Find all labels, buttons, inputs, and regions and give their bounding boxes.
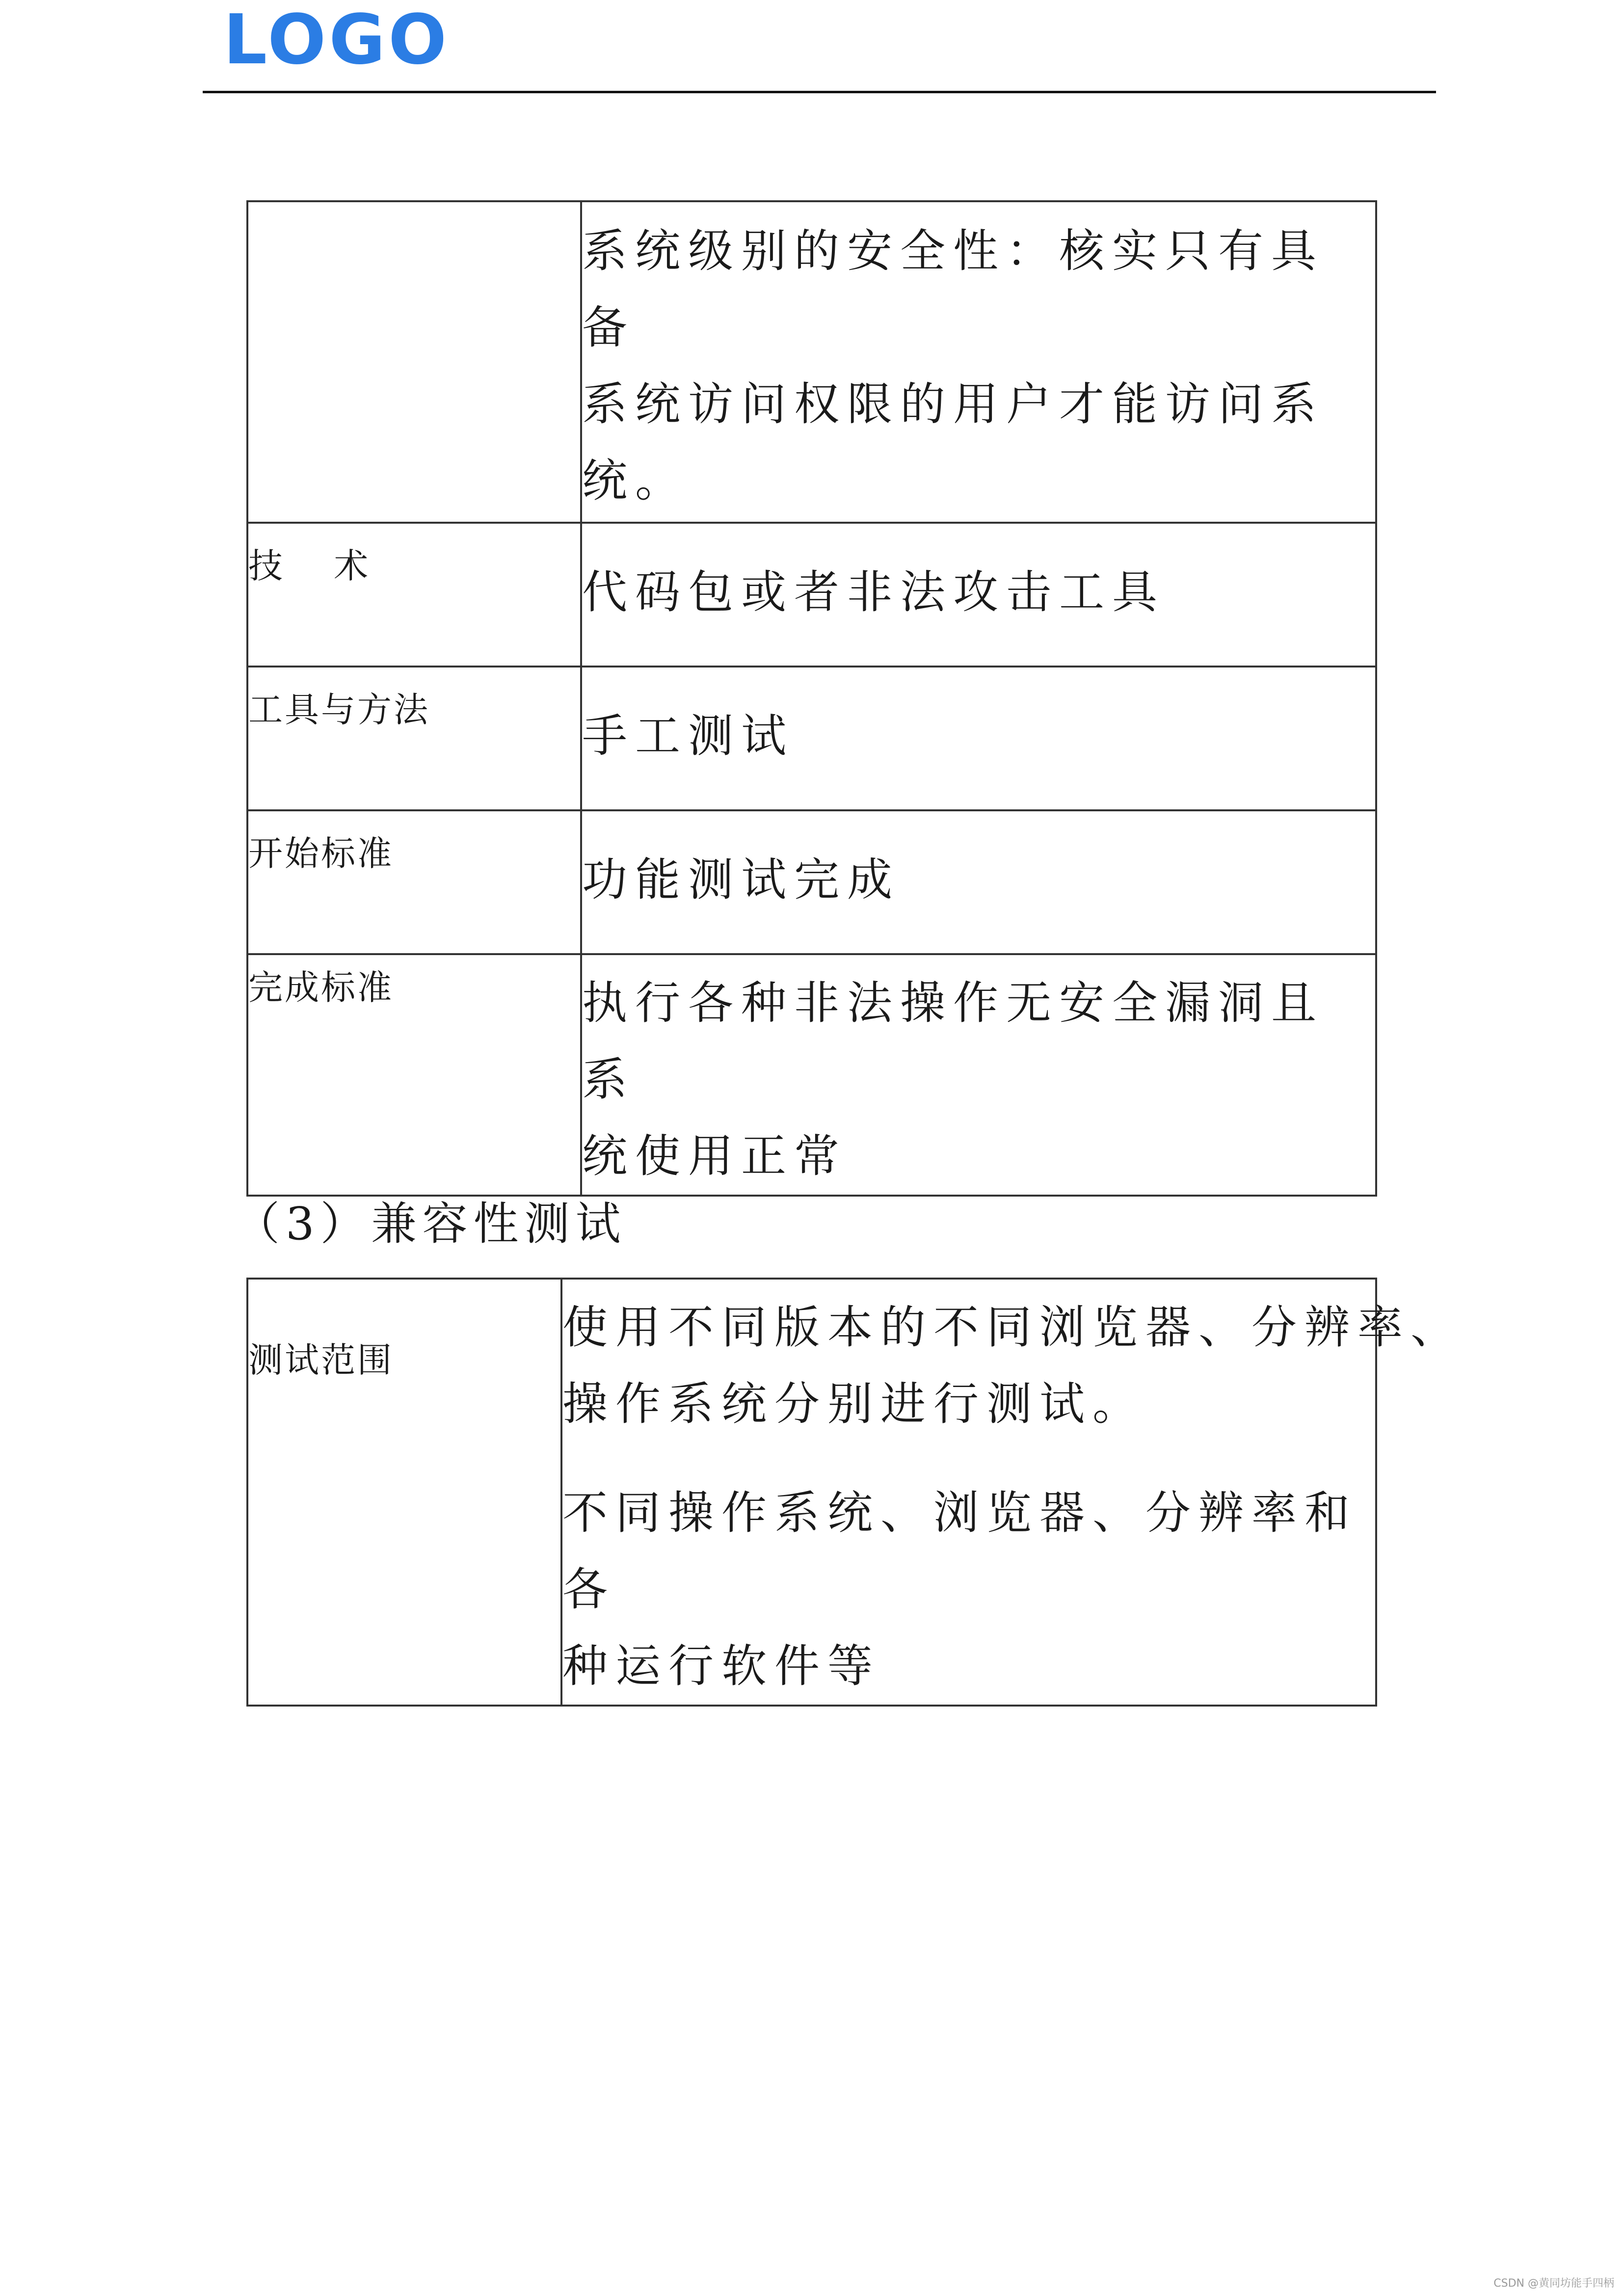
row-label-completion-criteria: 完成标准 [247, 954, 581, 1196]
row-value [581, 667, 1376, 810]
row-value-line: 手工测试 [582, 710, 795, 762]
row-label-tools: 工具与方法 [247, 667, 581, 810]
row-value [581, 201, 1376, 523]
row-value [581, 810, 1376, 954]
table-row [247, 667, 1376, 810]
row-value-line: 使用不同版本的不同浏览器、分辨率、 [562, 1301, 1464, 1354]
logo: LOGO [223, 0, 450, 80]
table-row [247, 810, 1376, 954]
row-label-technique: 技 术 [247, 523, 581, 667]
row-label [247, 201, 581, 523]
row-value-line: 系统访问权限的用户才能访问系统。 [582, 378, 1325, 507]
row-value [561, 1279, 1464, 1706]
section-heading: （3）兼容性测试 [235, 1198, 627, 1250]
row-value-line: 操作系统分别进行测试。 [562, 1378, 1146, 1430]
table-row [247, 201, 1376, 523]
row-value-line: 不同操作系统、浏览器、分辨率和各 [562, 1487, 1358, 1616]
row-value-line: 统使用正常 [582, 1130, 848, 1182]
row-value [581, 954, 1376, 1196]
table-row [247, 523, 1376, 667]
header-rule [203, 91, 1436, 93]
watermark: CSDN @黄同坊能手四柄 [1493, 2277, 1614, 2290]
row-value-line: 系统级别的安全性：核实只有具备 [582, 225, 1325, 354]
row-value-line: 执行各种非法操作无安全漏洞且系 [582, 977, 1325, 1106]
row-label-start-criteria: 开始标准 [247, 810, 581, 954]
row-value [581, 523, 1376, 667]
row-value-line: 种运行软件等 [562, 1640, 881, 1692]
security-test-table [246, 200, 1377, 1197]
table-row [247, 954, 1376, 1196]
row-label-test-scope: 测试范围 [247, 1279, 561, 1706]
table-row [247, 1279, 1376, 1706]
compatibility-test-table [246, 1278, 1464, 1707]
row-value-line: 代码包或者非法攻击工具 [582, 566, 1166, 618]
row-value-line: 功能测试完成 [582, 854, 901, 906]
